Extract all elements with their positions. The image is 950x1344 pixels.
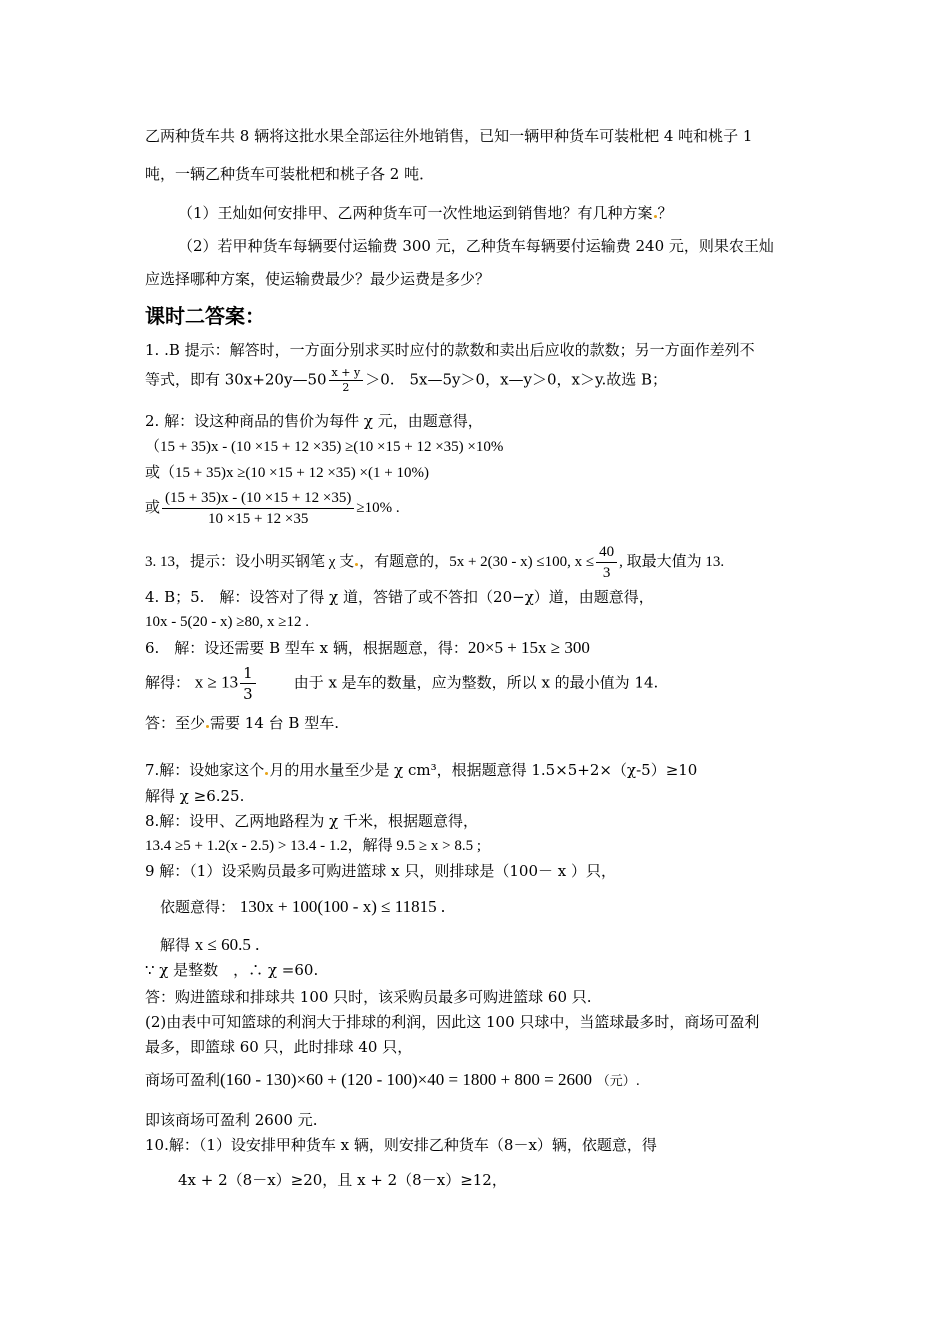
fraction-denominator: 2 <box>342 381 350 394</box>
problem-question-1 <box>178 203 673 223</box>
problem-question-2: （2）若甲种货车每辆要付运输费 300 元，乙种货车每辆要付运输费 240 元，则果农王灿 <box>178 237 774 255</box>
answer-7-line-1 <box>145 760 697 780</box>
fraction-numerator: x + y <box>329 366 364 381</box>
question-1-text: （1）王灿如何安排甲、乙两种货车可一次性地运到销售地？有几种方案 <box>178 204 653 222</box>
answer-10-line-2: 4x + 2（8－x）≥20，且 x + 2（8－x）≥12， <box>178 1171 507 1189</box>
fraction-denominator: 10 ×15 + 12 ×35 <box>207 511 309 527</box>
answer-1-line-1: 1. .B 提示：解答时，一方面分别求买时应付的款数和卖出后应收的款数；另一方面作差列不 <box>145 341 755 359</box>
answer-6-conclusion-end: 需要 14 台 B 型车. <box>210 714 339 732</box>
answer-6-inequality: 20×5 + 15x ≥ 300 <box>467 638 590 657</box>
answer-10-line-1: 10.解：（1）设安排甲种货车 x 辆，则安排乙种货车（8－x）辆，依题意，得 <box>145 1136 657 1154</box>
fraction <box>329 366 364 395</box>
answer-1-line-2 <box>145 366 667 395</box>
mixed-fraction <box>240 663 256 704</box>
answer-1-inequality-end: ＞0. 5x—5y＞0，x—y＞0，x＞y.故选 B； <box>365 370 668 389</box>
answer-2-or: 或 <box>145 499 161 516</box>
problem-line-2: 吨，一辆乙种货车可装枇杷和桃子各 2 吨． <box>145 165 435 183</box>
answer-9-line-6: (2)由表中可知篮球的利润大于排球的利润，因此这 100 只球中，当篮球最多时，商场可盈利 <box>145 1013 760 1031</box>
answer-6-line-2 <box>145 663 658 704</box>
answer-8-line-2 <box>145 836 481 856</box>
answer-8-inequality: 13.4 ≥5 + 1.2(x - 2.5) > 13.4 - 1.2 <box>145 838 348 854</box>
answer-8-line-1: 8.解：设甲、乙两地路程为 χ 千米，根据题意得， <box>145 812 478 830</box>
answer-3-text-mid: ，有题意的， <box>359 553 450 570</box>
mark-dot <box>654 215 657 218</box>
answer-3-result: , 取最大值为 13. <box>619 553 725 570</box>
answer-1-inequality-start: 等式，即有 30x+20y—50 <box>145 370 327 389</box>
answer-3 <box>145 542 724 583</box>
fraction-numerator: 1 <box>240 663 256 684</box>
fraction-numerator: 40 <box>596 542 617 563</box>
fraction <box>596 542 617 583</box>
answer-9-inequality: 130x + 100(100 - x) ≤ 11815 . <box>239 897 446 916</box>
answer-2-line-1: 2. 解：设这种商品的售价为每件 χ 元，由题意得， <box>145 412 483 430</box>
problem-question-2-cont: 应选择哪种方案，使运输费最少？最少运费是多少？ <box>145 270 491 288</box>
answer-6-conclusion-start: 答：至少 <box>145 714 206 732</box>
mark-dot <box>355 563 358 566</box>
answers-heading: 课时二答案： <box>145 304 265 328</box>
fraction-denominator: 3 <box>243 685 253 703</box>
answer-2-inequality-3 <box>145 488 400 529</box>
answer-6-text: 6. 解：设还需要 B 型车 x 辆，根据题意，得： <box>145 639 468 657</box>
answer-9-line-8 <box>145 1070 640 1092</box>
answer-9-line-9: 即该商场可盈利 2600 元. <box>145 1111 318 1129</box>
answer-3-inequality: 5x + 2(30 - x) ≤100, x ≤ <box>449 553 595 570</box>
answer-8-solve-label: ，解得 <box>347 838 393 854</box>
answer-2-percent: ≥10% . <box>356 499 400 516</box>
fraction <box>162 488 354 529</box>
answer-9-line-1: 9 解：（1）设采购员最多可购进篮球 x 只，则排球是（100－ x ）只， <box>145 862 616 880</box>
answer-6-note: 由于 x 是车的数量，应为整数，所以 x 的最小值为 14. <box>293 673 659 692</box>
answer-8-solution: 9.5 ≥ x > 8.5 ; <box>396 838 482 854</box>
answer-6-line-1 <box>145 638 590 658</box>
mark-dot <box>206 725 209 728</box>
answer-6-solution: x ≥ 13 <box>194 672 239 692</box>
answer-9-line-4: ∵ χ 是整数 ，∴ χ =60. <box>145 961 319 979</box>
problem-line-1: 乙两种货车共 8 辆将这批水果全部运往外地销售，已知一辆甲种货车可装枇杷 4 吨和桃子 1 <box>145 127 753 145</box>
answer-9-solve-label: 解得 <box>160 936 191 954</box>
answer-9-solution: x ≤ 60.5 . <box>194 935 260 954</box>
answer-2-inequality-1: （15 + 35)x - (10 ×15 + 12 ×35) ≥(10 ×15 + 12 ×35) ×10% <box>145 439 504 455</box>
answer-5-inequality: 10x - 5(20 - x) ≥80, x ≥12 . <box>145 614 309 630</box>
answer-9-line-2 <box>160 897 445 917</box>
answer-9-condition-label: 依题意得： <box>160 898 236 916</box>
answer-4-5-line-1: 4. B；5. 解：设答对了得 χ 道，答错了或不答扣（20−χ）道，由题意得， <box>145 588 654 606</box>
answer-6-solve-label: 解得： <box>145 673 191 692</box>
question-1-end: ？ <box>657 204 673 222</box>
fraction-numerator: (15 + 35)x - (10 ×15 + 12 ×35) <box>162 488 354 509</box>
answer-9-unit: （元）. <box>596 1074 640 1089</box>
answer-9-profit-equation: (160 - 130)×60 + (120 - 100)×40 = 1800 + 800 = 2600 <box>220 1070 593 1089</box>
answer-9-line-7: 最多，即篮球 60 只，此时排球 40 只， <box>145 1038 413 1056</box>
answer-3-text: 3. 13，提示：设小明买钢笔 χ 支 <box>145 553 355 570</box>
answer-7-line-2: 解得 χ ≥6.25. <box>145 787 245 805</box>
answer-9-profit-label: 商场可盈利 <box>145 1071 221 1089</box>
mark-dot <box>265 772 268 775</box>
answer-2-inequality-2: 或（15 + 35)x ≥(10 ×15 + 12 ×35) ×(1 + 10%) <box>145 465 429 481</box>
answer-7-text: 7.解：设她家这个 <box>145 761 265 779</box>
answer-7-text-cont: 月的用水量至少是 χ cm³，根据题意得 1.5×5+2×（χ-5）≥10 <box>269 761 698 779</box>
answer-9-line-3 <box>160 935 259 955</box>
answer-6-line-3 <box>145 713 339 733</box>
fraction-denominator: 3 <box>602 565 611 581</box>
answer-9-line-5: 答：购进篮球和排球共 100 只时，该采购员最多可购进篮球 60 只. <box>145 988 592 1006</box>
